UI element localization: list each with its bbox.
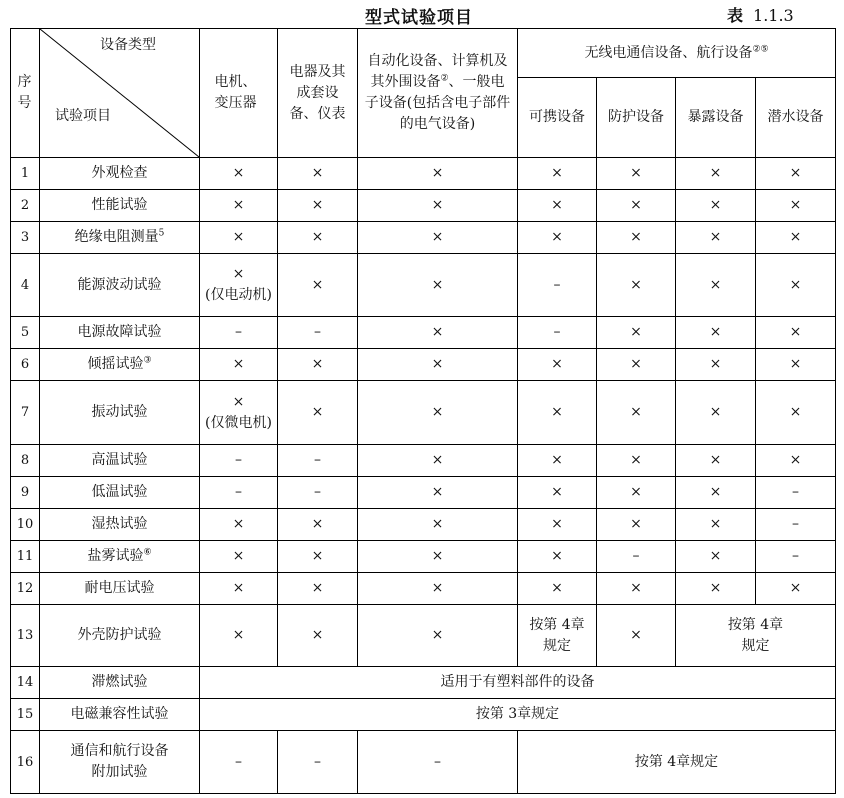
header-test-item: 试验项目 [55, 108, 111, 124]
table-row: 7 振动试验 × (仅微电机) × × × × × × [11, 381, 836, 445]
header-seq: 序号 [11, 29, 40, 158]
table-row: 15 电磁兼容性试验 按第 3章规定 [11, 699, 836, 731]
header-portable: 可携设备 [518, 78, 597, 158]
table-row: 11 盐雾试验⑥ × × × × – × – [11, 541, 836, 573]
table-row: 10 湿热试验 × × × × × × – [11, 509, 836, 541]
table-row: 9 低温试验 – – × × × × – [11, 477, 836, 509]
table-row: 5 电源故障试验 – – × – × × × [11, 317, 836, 349]
header-automation: 自动化设备、计算机及其外围设备②、一般电子设备(包括含电子部件的电气设备) [358, 29, 518, 158]
header-diagonal-cell [40, 29, 200, 158]
table-row: 12 耐电压试验 × × × × × × × [11, 573, 836, 605]
table-row: 8 高温试验 – – × × × × × [11, 445, 836, 477]
header-exposed: 暴露设备 [676, 78, 756, 158]
table-title: 型式试验项目 [365, 8, 473, 28]
test-items-table [10, 28, 836, 794]
table-row: 1 外观检查 × × × × × × × [11, 158, 836, 190]
table-number-label: 表 [727, 6, 744, 25]
table-number [727, 3, 794, 26]
table-row: 4 能源波动试验 × (仅电动机) × × – × × × [11, 254, 836, 317]
table-row: 16 通信和航行设备附加试验 – – – 按第 4章规定 [11, 731, 836, 794]
header-protected: 防护设备 [597, 78, 676, 158]
header-wireless: 无线电通信设备、航行设备②⑤ [518, 29, 836, 78]
header-submerged: 潜水设备 [756, 78, 836, 158]
table-number-value: 1.1.3 [753, 6, 794, 25]
table-row: 14 滞燃试验 适用于有塑料部件的设备 [11, 667, 836, 699]
table-row: 13 外壳防护试验 × × × 按第 4章规定 × 按第 4章规定 [11, 605, 836, 667]
header-appliance: 电器及其成套设备、仪表 [278, 29, 358, 158]
title-bar [0, 3, 844, 27]
table-row: 2 性能试验 × × × × × × × [11, 190, 836, 222]
header-equip-type: 设备类型 [100, 37, 156, 53]
table-row: 6 倾摇试验③ × × × × × × × [11, 349, 836, 381]
table-row: 3 绝缘电阻测量$^5$ × × × × × × × [11, 222, 836, 254]
header-motor: 电机、变压器 [200, 29, 278, 158]
